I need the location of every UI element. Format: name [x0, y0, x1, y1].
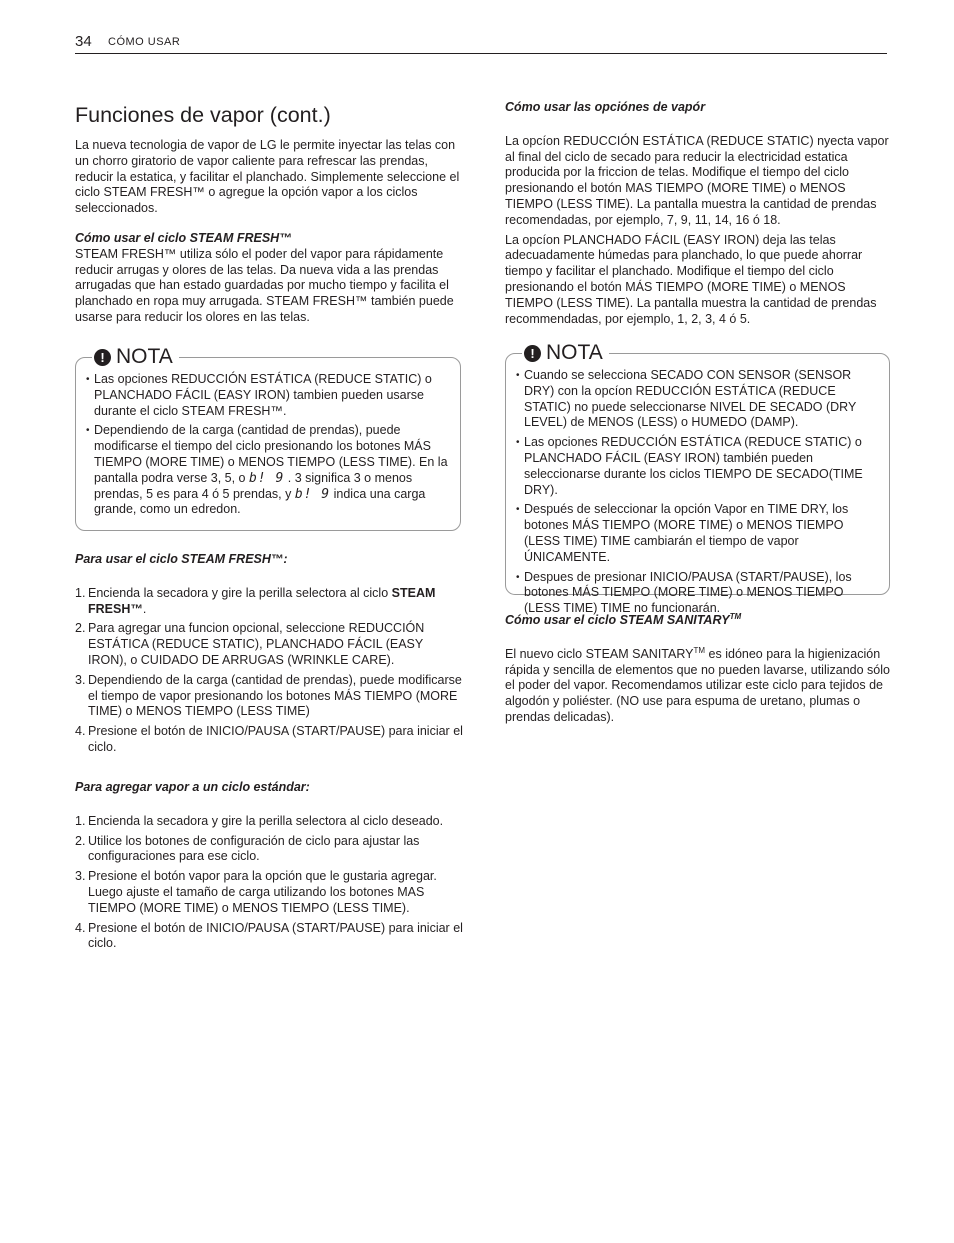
list-item [75, 673, 463, 720]
exclamation-icon: ! [524, 345, 541, 362]
note-title [522, 340, 609, 366]
steam-sanitary-heading [505, 613, 890, 629]
page-header [75, 33, 887, 54]
page-title: Funciones de vapor (cont.) [75, 103, 331, 127]
note-item-text: indica una carga grande, como un edredon. [94, 486, 426, 517]
list-item [75, 814, 463, 830]
options-heading: Cómo usar las opciónes de vapór [505, 100, 706, 114]
note-list [516, 368, 883, 617]
step-number: 2. [75, 833, 86, 848]
use-steam-fresh-section [75, 552, 463, 760]
list-item [75, 869, 463, 916]
note-title-text: NOTA [116, 345, 173, 368]
list-item [75, 834, 463, 866]
note-item: • Las opciones REDUCCIÓN ESTÁTICA (REDUCE STATIC) o PLANCHADO FÁCIL (EASY IRON) también pueden seleccionarse durante los ciclos TIEMPO DE SECADO(TIME DRY). [516, 435, 883, 498]
display-big-glyph: b! 9 [248, 470, 285, 486]
note-item-text: . 3 significa 3 o menos prendas, 5 es para 4 ó 5 prendas, y [94, 470, 413, 501]
reduce-static-paragraph: La opcíon REDUCCIÓN ESTÁTICA (REDUCE STATIC) nyecta vapor al final del ciclo de secado para reducir la electricidad estatica producida por la friccion de telas. Modifique el tiempo del ciclo presionando el botón MAS TIEMPO (MORE TIME) o MENOS TIEMPO (LESS TIME). La pantalla muestra la cantidad de prendas recomendadas, por ejemplo, 7, 9, 11, 14, 16 ó 18. [505, 133, 889, 227]
steam-fresh-paragraph: STEAM FRESH™ utiliza sólo el poder del vapor para rápidamente reducir arrugas y olores de las telas. Da nueva vida a las prendas arrugadas que han estado guardadas por mucho tiempo y facilita el planchado en ropa muy arrugada. STEAM FRESH™ también puede usarse para reducir los olores en las telas. [75, 246, 454, 324]
note-item-text: Dependiendo de la carga (cantidad de prendas), puede modificarse el tiempo del ciclo presionando los botones MÁS TIEMPO (MORE TIME) o MENOS TIEMPO (LESS TIME). En la pantalla podra verse 3, 5, o [94, 423, 448, 485]
step-text: Presione el botón de INICIO/PAUSA (START/PAUSE) para iniciar el ciclo. [88, 724, 463, 754]
easy-iron-paragraph: La opcíon PLANCHADO FÁCIL (EASY IRON) deja las telas adecuadamente húmedas para planchado, lo que puede ahorrar tiempo y facilitar el planchado. Modifique el tiempo del ciclo presionando el botón MÁS TIEMPO (MORE TIME) o MENOS TIEMPO (LESS TIME). La pantalla muestra la cantidad de prendas recommendadas, por ejemplo, 1, 2, 3, 4 ó 5. [505, 232, 877, 326]
note-item [86, 372, 454, 419]
heading-text: Cómo usar el ciclo STEAM SANITARY [505, 613, 730, 627]
trademark-sup: TM [693, 645, 706, 655]
step-number: 4. [75, 920, 86, 935]
step-number: 1. [75, 585, 86, 600]
use-steam-fresh-heading: Para usar el ciclo STEAM FRESH™: [75, 552, 288, 566]
step-text: . [142, 601, 147, 616]
add-steam-heading: Para agregar vapor a un ciclo estándar: [75, 780, 310, 794]
step-number: 3. [75, 869, 86, 884]
paragraph-text: El nuevo ciclo STEAM SANITARY [505, 646, 694, 661]
list-item [75, 724, 463, 756]
step-text: Utilice los botones de configuración de ciclo para ajustar las configuraciones para ese ciclo. [88, 833, 420, 864]
note-item: • Despues de presionar INICIO/PAUSA (START/PAUSE), los botones MÁS TIEMPO (MORE TIME) o MENOS TIEMPO (LESS TIME) TIME no funcionarán. [516, 570, 883, 617]
note-box-left [75, 345, 461, 531]
left-column [75, 100, 463, 326]
list-item [75, 921, 463, 953]
paragraph-text: es idóneo para la higienización rápida y sencilla de elementos que no pueden lavarse, utilizando sólo el poder del vapor. Recomendamos utilizar este ciclo para tejidos de algodón y poliéster. (NO use para espuma de uretano, plumas o prendas delicadas). [505, 646, 890, 724]
section-name: CÓMO USAR [108, 36, 181, 48]
note-item: • Cuando se selecciona SECADO CON SENSOR (SENSOR DRY) con la opcíon REDUCCIÓN ESTÁTICA (REDUCE STATIC) no puede seleccionarse NIVEL DE SECADO (DRY LEVEL) de MENOS (LESS) o HUMEDO (DAMP). [516, 368, 883, 431]
add-steps-list [75, 814, 463, 952]
intro-paragraph: La nueva tecnologia de vapor de LG le permite inyectar las telas con un chorro giratorio de vapor caliente para refrescar las prendas, reducir la estatica, y facilitar el planchado. Simplemente seleccione el ciclo STEAM FRESH™ o agregue la opción vapor a los ciclos seleccionados. [75, 138, 460, 216]
use-steps-list [75, 586, 463, 756]
step-number: 1. [75, 813, 86, 828]
step-number: 4. [75, 724, 86, 739]
note-item [86, 423, 454, 518]
list-item [75, 586, 463, 618]
note-item-text: Las opciones REDUCCIÓN ESTÁTICA (REDUCE STATIC) o PLANCHADO FÁCIL (EASY IRON) tambien pueden usarse durante el ciclo STEAM FRESH™. [94, 372, 432, 418]
step-text: Presione el botón vapor para la opción que le gustaria agregar. Luego ajuste el tamaño de carga utilizando los botones MAS TIEMPO (MORE TIME) o MENOS TIEMPO (LESS TIME). [88, 869, 437, 915]
note-item: • Después de seleccionar la opción Vapor en TIME DRY, los botones MÁS TIEMPO (MORE TIME) o MENOS TIEMPO (LESS TIME) TIME cambiarán el tiempo de vapor ÚNICAMENTE. [516, 502, 883, 565]
step-text: Para agregar una funcion opcional, seleccione REDUCCIÓN ESTÁTICA (REDUCE STATIC), PLANCHADO FÁCIL (EASY IRON), o CUIDADO DE ARRUGAS (WRINKLE CARE). [88, 621, 425, 667]
step-text: Presione el botón de INICIO/PAUSA (START/PAUSE) para iniciar el ciclo. [88, 920, 463, 951]
step-number: 3. [75, 672, 86, 687]
note-title-text: NOTA [546, 341, 603, 364]
steam-sanitary-section [505, 613, 890, 726]
add-steam-section [75, 780, 463, 956]
display-big-glyph: b! 9 [294, 486, 331, 502]
step-number: 2. [75, 621, 86, 636]
exclamation-icon: ! [94, 349, 111, 366]
note-title [92, 344, 179, 370]
right-column [505, 100, 890, 327]
note-list [86, 372, 454, 518]
steam-fresh-heading: Cómo usar el ciclo STEAM FRESH™ [75, 230, 292, 245]
step-text: Encienda la secadora y gire la perilla selectora al ciclo deseado. [88, 813, 444, 828]
step-text: Encienda la secadora y gire la perilla selectora al ciclo [88, 585, 392, 600]
trademark-sup: TM [729, 611, 742, 621]
step-bold: STEAM FRESH™ [88, 585, 436, 616]
page-number: 34 [75, 33, 92, 50]
list-item [75, 621, 463, 668]
step-text: Dependiendo de la carga (cantidad de prendas), puede modificarse el tiempo de vapor presionando los botones MÁS TIEMPO (MORE TIME) o MENOS TIEMPO (LESS TIME) [88, 672, 462, 719]
steam-sanitary-paragraph [505, 647, 890, 726]
